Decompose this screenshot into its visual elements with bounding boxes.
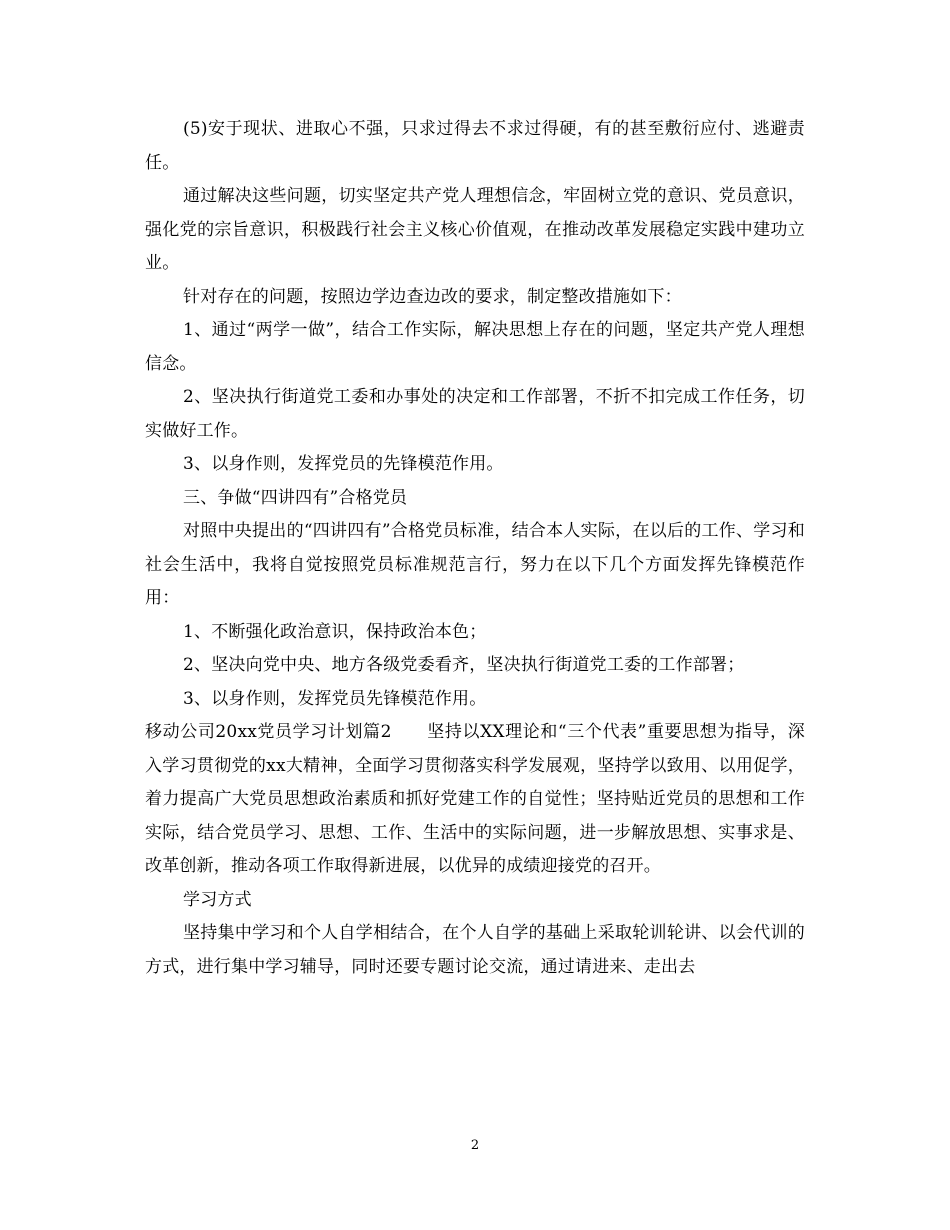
paragraph: 1、不断强化政治意识，保持政治本色； [183,621,487,642]
paragraph: 3、以身作则，发挥党员先锋模范作用。 [183,688,487,709]
paragraph: 2、坚决向党中央、地方各级党委看齐，坚决执行街道党工委的工作部署； [183,655,745,675]
paragraph: 1、通过“两学一做”，结合工作实际，解决思想上存在的问题，坚定共产党人理想信念。 [145,320,805,374]
paragraph: 3、以身作则，发挥党员的先锋模范作用。 [183,454,504,474]
section-heading: 学习方式 [183,889,252,910]
paragraph: 针对存在的问题，按照边学边查边改的要求，制定整改措施如下： [183,286,682,307]
paragraph: 坚持集中学习和个人自学相结合，在个人自学的基础上采取轮训轮讲、以会代训的方式，进行集中学习辅导，同时还要专题讨论交流，通过请进来、走出去 [145,923,805,977]
paragraph: (5)安于现状、进取心不强，只求过得去不求过得硬，有的甚至敷衍应付、逃避责任。 [145,119,805,173]
document-body [145,113,805,984]
section-heading: 三、争做“四讲四有”合格党员 [183,487,408,508]
paragraph: 2、坚决执行街道党工委和办事处的决定和工作部署，不折不扣完成工作任务，切实做好工作。 [145,387,805,441]
paragraph: 对照中央提出的“四讲四有”合格党员标准，结合本人实际，在以后的工作、学习和社会生活中，我将自觉按照党员标准规范言行，努力在以下几个方面发挥先锋模范作用： [145,521,805,608]
paragraph: 通过解决这些问题，切实坚定共产党人理想信念，牢固树立党的意识、党员意识，强化党的宗旨意识，积极践行社会主义核心价值观，在推动改革发展稳定实践中建功立业。 [145,186,805,273]
page-number: 2 [470,1138,480,1153]
article-title-paragraph: 移动公司20xx党员学习计划篇2 坚持以XX理论和“三个代表”重要思想为指导，深入学习贯彻党的xx大精神，全面学习贯彻落实科学发展观，坚持学以致用、以用促学，着力提高广大党员思想政治素质和抓好党建工作的自觉性；坚持贴近党员的思想和工作实际，结合党员学习、思想、工作、生活中的实际问题，进一步解放思想、实事求是、改革创新，推动各项工作取得新进展，以优异的成绩迎接党的召开。 [145,722,805,876]
